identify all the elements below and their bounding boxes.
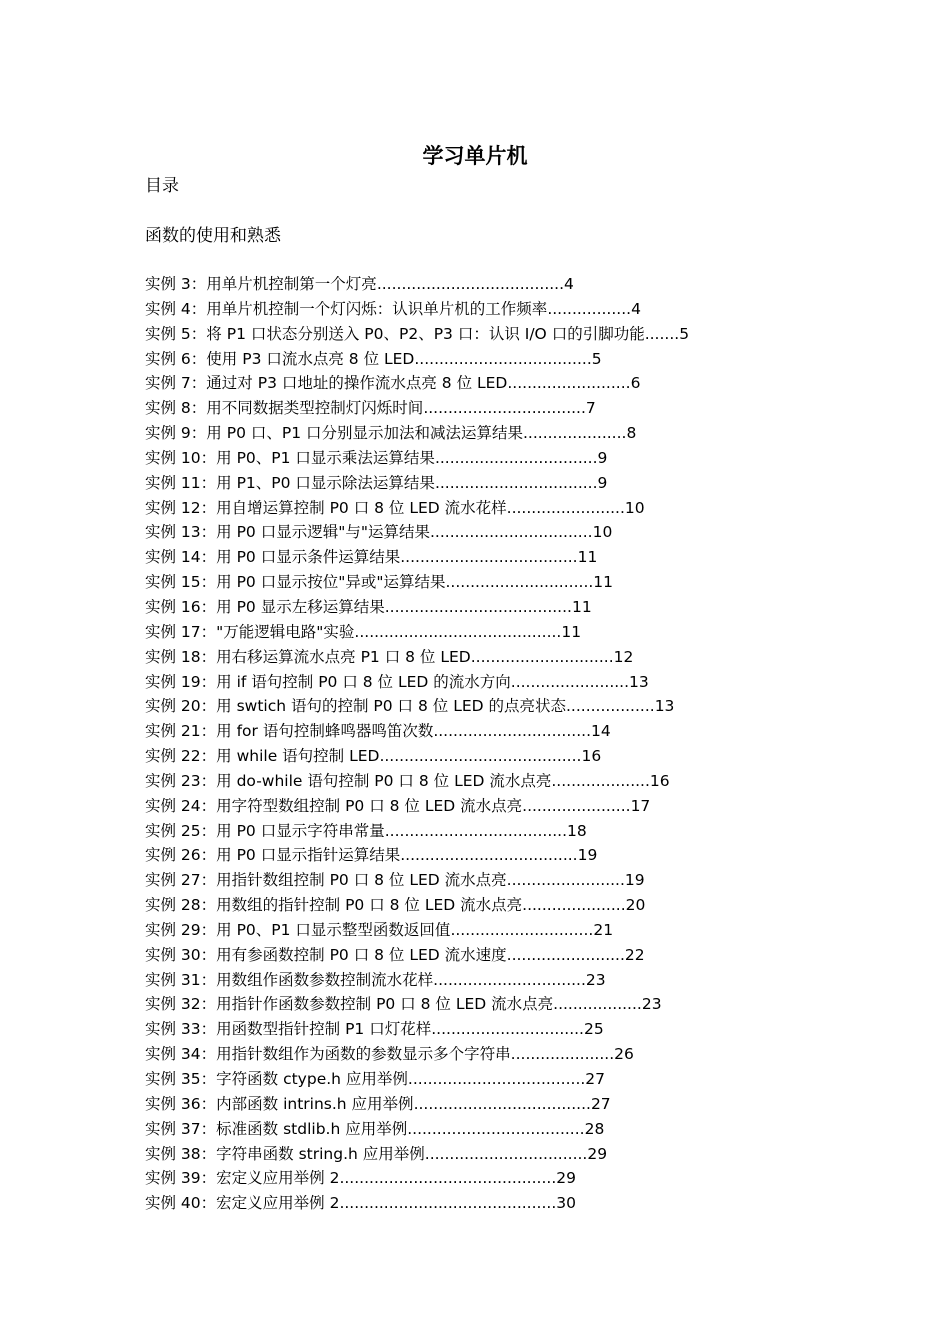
toc-entry-leader: .................. xyxy=(566,697,655,716)
toc-entry[interactable] xyxy=(145,371,905,396)
toc-entry-page-number: 13 xyxy=(629,672,649,691)
toc-entry[interactable] xyxy=(145,272,905,297)
toc-entry-title: 通过对 P3 口地址的操作流水点亮 8 位 LED xyxy=(206,374,508,393)
toc-entry-page-number: 19 xyxy=(577,846,598,865)
toc-entry[interactable] xyxy=(145,719,905,744)
toc-entry-leader: ..................... xyxy=(523,424,627,443)
toc-entry[interactable] xyxy=(145,744,905,769)
toc-entry-leader: ................................. xyxy=(429,523,593,542)
toc-entry-title: 用右移运算流水点亮 P1 口 8 位 LED xyxy=(216,647,471,666)
toc-entry-page-number: 22 xyxy=(624,945,645,964)
toc-entry-title: 用 do-while 语句控制 P0 口 8 位 LED 流水点亮 xyxy=(216,771,552,790)
toc-entry-page-number: 23 xyxy=(585,970,606,989)
toc-entry[interactable] xyxy=(145,670,905,695)
toc-entry-title: 字符串函数 string.h 应用举例 xyxy=(216,1144,425,1163)
toc-entry-title: 标准函数 stdlib.h 应用举例 xyxy=(216,1119,408,1138)
toc-entry-label: 实例 8： xyxy=(145,399,207,418)
toc-entry-page-number: 4 xyxy=(564,275,574,293)
toc-entry-label: 实例 4： xyxy=(145,299,207,318)
toc-entry[interactable] xyxy=(145,1092,905,1117)
toc-entry-leader: ................................ xyxy=(433,722,591,741)
toc-entry-page-number: 6 xyxy=(630,374,641,393)
toc-entry[interactable] xyxy=(145,1142,905,1167)
toc-entry-title: 将 P1 口状态分别送入 P0、P2、P3 口：认识 I/O 口的引脚功能 xyxy=(206,324,645,343)
section-heading: 函数的使用和熟悉 xyxy=(145,226,281,246)
toc-entry[interactable] xyxy=(145,297,905,322)
toc-entry-leader: ........................ xyxy=(506,945,625,964)
toc-entry-label: 实例 28： xyxy=(145,896,217,915)
toc-entry-page-number: 11 xyxy=(593,573,614,592)
toc-entry-page-number: 14 xyxy=(591,722,611,741)
toc-entry-page-number: 4 xyxy=(631,299,641,318)
toc-entry-page-number: 25 xyxy=(583,1020,604,1039)
toc-entry-leader: .................. xyxy=(553,995,642,1014)
toc-entry[interactable] xyxy=(145,1017,905,1042)
toc-entry-label: 实例 30： xyxy=(145,945,217,964)
toc-entry-page-number: 5 xyxy=(679,324,690,343)
toc-entry-leader: .................................... xyxy=(400,846,578,865)
toc-entry-title: 用字符型数组控制 P0 口 8 位 LED 流水点亮 xyxy=(216,796,523,815)
toc-entry-page-number: 29 xyxy=(587,1144,608,1163)
toc-entry-title: 用 P0、P1 口显示整型函数返回值 xyxy=(216,920,451,939)
toc-entry-label: 实例 5： xyxy=(145,324,207,343)
toc-entry-label: 实例 22： xyxy=(145,747,217,766)
toc-entry-label: 实例 17： xyxy=(145,622,217,641)
toc-entry-label: 实例 16： xyxy=(145,597,217,616)
toc-entry[interactable] xyxy=(145,396,905,421)
toc-entry-title: 用 while 语句控制 LED xyxy=(216,747,380,766)
toc-entry[interactable] xyxy=(145,595,905,620)
toc-entry-leader: .................................... xyxy=(400,548,578,567)
toc-entry-page-number: 10 xyxy=(592,523,613,542)
toc-entry-label: 实例 29： xyxy=(145,920,217,939)
toc-entry-leader: .................................... xyxy=(407,1119,585,1138)
toc-entry[interactable] xyxy=(145,471,905,496)
toc-entry-page-number: 30 xyxy=(556,1194,576,1213)
toc-entry-leader: .................................... xyxy=(407,1070,586,1088)
toc-entry[interactable] xyxy=(145,620,905,645)
toc-entry-leader: ...................................... xyxy=(384,597,572,616)
toc-entry-leader: ..................... xyxy=(522,896,626,915)
toc-entry-leader: ................................. xyxy=(434,473,598,492)
toc-entry-page-number: 26 xyxy=(614,1045,634,1064)
toc-entry-title: 用 swtich 语句的控制 P0 口 8 位 LED 的点亮状态 xyxy=(216,697,566,716)
toc-entry[interactable] xyxy=(145,1042,905,1067)
toc-entry-page-number: 7 xyxy=(585,399,596,418)
toc-entry-title: 用单片机控制第一个灯亮 xyxy=(206,275,377,293)
toc-entry-label: 实例 19： xyxy=(145,672,217,691)
toc-entry-label: 实例 3： xyxy=(145,275,207,293)
toc-entry-leader: ............................... xyxy=(433,970,586,989)
table-of-contents xyxy=(145,272,905,1216)
toc-entry-page-number: 19 xyxy=(624,871,645,890)
toc-entry-label: 实例 21： xyxy=(145,722,217,741)
toc-entry-label: 实例 11： xyxy=(145,473,217,492)
toc-entry-leader: ........................ xyxy=(510,672,630,691)
toc-entry-label: 实例 36： xyxy=(145,1094,217,1113)
toc-entry[interactable] xyxy=(145,843,905,868)
toc-entry[interactable] xyxy=(145,1117,905,1142)
toc-entry-label: 实例 27： xyxy=(145,871,217,890)
toc-entry-label: 实例 12： xyxy=(145,498,217,517)
toc-entry-leader: ................................. xyxy=(424,1144,588,1163)
toc-entry[interactable] xyxy=(145,1067,905,1092)
toc-entry-page-number: 11 xyxy=(561,622,582,641)
toc-entry[interactable] xyxy=(145,794,905,819)
toc-entry-leader: ............................. xyxy=(470,647,614,666)
toc-entry-label: 实例 40： xyxy=(145,1194,217,1213)
toc-entry-label: 实例 6： xyxy=(145,349,207,368)
toc-entry-page-number: 8 xyxy=(626,424,637,443)
toc-entry-leader: ...................................... xyxy=(376,275,565,293)
toc-entry-page-number: 16 xyxy=(581,747,602,766)
toc-entry-leader: .............................. xyxy=(445,573,594,592)
toc-entry-page-number: 20 xyxy=(625,896,646,915)
toc-entry-label: 实例 26： xyxy=(145,846,217,865)
toc-entry-label: 实例 14： xyxy=(145,548,217,567)
toc-entry-label: 实例 31： xyxy=(145,970,217,989)
toc-entry-page-number: 11 xyxy=(577,548,598,567)
toc-entry-label: 实例 24： xyxy=(145,796,217,815)
toc-entry-page-number: 12 xyxy=(613,647,634,666)
toc-entry[interactable] xyxy=(145,645,905,670)
toc-entry-label: 实例 35： xyxy=(145,1070,217,1088)
toc-entry-title: 用不同数据类型控制灯闪烁时间 xyxy=(206,399,424,418)
toc-entry-title: 使用 P3 口流水点亮 8 位 LED xyxy=(206,349,415,368)
toc-entry-title: 用有参函数控制 P0 口 8 位 LED 流水速度 xyxy=(216,945,507,964)
toc-entry-title: 用函数型指针控制 P1 口灯花样 xyxy=(216,1020,432,1039)
toc-entry[interactable] xyxy=(145,943,905,968)
toc-entry-title: 宏定义应用举例 2 xyxy=(216,1169,340,1188)
toc-entry[interactable] xyxy=(145,421,905,446)
toc-entry-title: 用 P0、P1 口显示乘法运算结果 xyxy=(216,448,435,467)
toc-entry[interactable] xyxy=(145,868,905,893)
toc-entry-title: 用数组作函数参数控制流水花样 xyxy=(216,970,434,989)
toc-entry-page-number: 17 xyxy=(630,796,651,815)
toc-entry-title: 内部函数 intrins.h 应用举例 xyxy=(216,1094,414,1113)
toc-entry[interactable] xyxy=(145,819,905,844)
toc-entry-page-number: 23 xyxy=(641,995,662,1014)
toc-entry-page-number: 28 xyxy=(584,1119,605,1138)
toc-entry-leader: .................... xyxy=(551,771,650,790)
toc-entry-label: 实例 34： xyxy=(145,1045,217,1064)
toc-entry-page-number: 21 xyxy=(593,920,614,939)
toc-entry-page-number: 5 xyxy=(591,349,602,368)
toc-entry-leader: ............................. xyxy=(450,920,594,939)
toc-entry-leader: ........................ xyxy=(506,871,625,890)
toc-entry-page-number: 27 xyxy=(590,1094,611,1113)
toc-entry-title: 用 P1、P0 口显示除法运算结果 xyxy=(216,473,435,492)
toc-entry-title: 用指针数组控制 P0 口 8 位 LED 流水点亮 xyxy=(216,871,507,890)
toc-entry[interactable] xyxy=(145,322,905,347)
toc-entry-title: 字符函数 ctype.h 应用举例 xyxy=(216,1070,408,1088)
toc-entry-leader: ................. xyxy=(547,299,632,318)
toc-entry-page-number: 27 xyxy=(585,1070,606,1088)
toc-entry[interactable] xyxy=(145,1191,905,1216)
toc-entry-leader: ................................. xyxy=(423,399,586,418)
toc-entry-label: 实例 20： xyxy=(145,697,217,716)
toc-entry[interactable] xyxy=(145,347,905,372)
toc-entry-leader: .................................... xyxy=(414,349,592,368)
toc-entry-label: 实例 15： xyxy=(145,573,217,592)
toc-entry[interactable] xyxy=(145,992,905,1017)
toc-entry-label: 实例 25： xyxy=(145,821,217,840)
toc-entry-label: 实例 33： xyxy=(145,1020,217,1039)
toc-entry[interactable] xyxy=(145,496,905,521)
toc-entry-leader: .................................... xyxy=(413,1094,591,1113)
toc-entry-title: 用 for 语句控制蜂鸣器鸣笛次数 xyxy=(216,722,434,741)
toc-entry-label: 实例 37： xyxy=(145,1119,217,1138)
toc-entry-label: 实例 9： xyxy=(145,424,207,443)
toc-entry-title: "万能逻辑电路"实验 xyxy=(216,622,355,641)
toc-entry-leader: ............................................ xyxy=(339,1169,557,1188)
toc-entry-leader: .......................................... xyxy=(354,622,562,641)
toc-entry-leader: ................................. xyxy=(434,448,598,467)
toc-entry-label: 实例 32： xyxy=(145,995,217,1014)
toc-entry-label: 实例 7： xyxy=(145,374,207,393)
toc-entry[interactable] xyxy=(145,893,905,918)
toc-entry-title: 用 P0 口显示指针运算结果 xyxy=(216,846,401,865)
toc-entry-title: 用 P0 口显示按位"异或"运算结果 xyxy=(216,573,446,592)
toc-entry-leader: ...................... xyxy=(522,796,631,815)
toc-entry[interactable] xyxy=(145,446,905,471)
toc-entry-page-number: 13 xyxy=(654,697,675,716)
toc-entry-title: 用 P0 口显示条件运算结果 xyxy=(216,548,401,567)
toc-entry-label: 实例 38： xyxy=(145,1144,217,1163)
toc-entry-page-number: 11 xyxy=(571,597,592,616)
toc-entry-leader: ..................... xyxy=(510,1045,615,1064)
toc-entry[interactable] xyxy=(145,968,905,993)
toc-entry-title: 用自增运算控制 P0 口 8 位 LED 流水花样 xyxy=(216,498,507,517)
toc-entry-leader: ..................................... xyxy=(384,821,568,840)
toc-entry[interactable] xyxy=(145,520,905,545)
toc-entry-leader: ............................................ xyxy=(339,1194,557,1213)
toc-entry-leader: ............................... xyxy=(431,1020,584,1039)
toc-entry-label: 实例 39： xyxy=(145,1169,217,1188)
toc-entry-page-number: 9 xyxy=(597,473,608,492)
toc-heading: 目录 xyxy=(145,176,179,196)
toc-entry[interactable] xyxy=(145,570,905,595)
toc-entry[interactable] xyxy=(145,545,905,570)
toc-entry-page-number: 16 xyxy=(649,771,670,790)
toc-entry-title: 用数组的指针控制 P0 口 8 位 LED 流水点亮 xyxy=(216,896,523,915)
toc-entry[interactable] xyxy=(145,918,905,943)
toc-entry-title: 用 P0 显示左移运算结果 xyxy=(216,597,385,616)
toc-entry-title: 用单片机控制一个灯闪烁：认识单片机的工作频率 xyxy=(206,299,548,318)
toc-entry-leader: ......................................... xyxy=(379,747,582,766)
toc-entry[interactable] xyxy=(145,1166,905,1191)
toc-entry-page-number: 10 xyxy=(624,498,645,517)
toc-entry-page-number: 9 xyxy=(597,448,608,467)
toc-entry-leader: ....... xyxy=(644,324,680,343)
toc-entry-label: 实例 18： xyxy=(145,647,217,666)
toc-entry-leader: ......................... xyxy=(507,374,631,393)
toc-entry-page-number: 29 xyxy=(556,1169,576,1188)
toc-entry-leader: ........................ xyxy=(506,498,625,517)
toc-entry-title: 用指针数组作为函数的参数显示多个字符串 xyxy=(216,1045,511,1064)
toc-entry[interactable] xyxy=(145,769,905,794)
toc-entry-page-number: 18 xyxy=(567,821,587,840)
toc-entry-title: 用 if 语句控制 P0 口 8 位 LED 的流水方向 xyxy=(216,672,511,691)
toc-entry-label: 实例 10： xyxy=(145,448,217,467)
toc-entry-title: 宏定义应用举例 2 xyxy=(216,1194,340,1213)
toc-entry-title: 用 P0 口显示字符串常量 xyxy=(216,821,385,840)
toc-entry-title: 用 P0 口、P1 口分别显示加法和减法运算结果 xyxy=(206,424,523,443)
toc-entry-title: 用 P0 口显示逻辑"与"运算结果 xyxy=(216,523,430,542)
toc-entry-label: 实例 23： xyxy=(145,771,217,790)
document-title: 学习单片机 xyxy=(422,144,528,168)
toc-entry-title: 用指针作函数参数控制 P0 口 8 位 LED 流水点亮 xyxy=(216,995,554,1014)
toc-entry-label: 实例 13： xyxy=(145,523,217,542)
toc-entry[interactable] xyxy=(145,694,905,719)
